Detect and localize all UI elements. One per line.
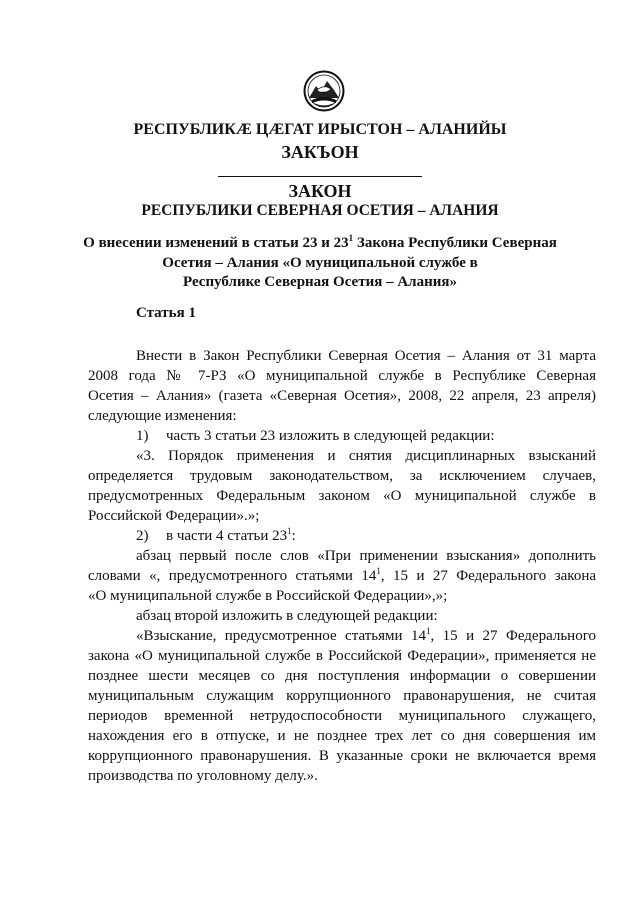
body-line: муниципальным служащим коррупционного правонарушения, не считая [88,688,596,704]
list-item-text: в части 4 статьи $23^1$: [166,526,296,544]
body-line: позднее шести месяцев со дня поступления информации о совершении [88,668,596,684]
body-line: следующие изменения: [88,408,237,424]
body-line: 2008 года № 7-РЗ «О муниципальной службе в Республике Северная [88,368,596,384]
body-line: Российской Федерации».»; [88,508,260,524]
list-item-number: 2) [136,528,149,544]
law-header: ЗАКОН [288,181,352,201]
body-line: словами «, предусмотренного статьями $14^1$, 15 и 27 Федерального закона [88,566,596,584]
body-line: закона «О муниципальной службе в Российской Федерации», применяется не [88,648,596,664]
body-line: нахождения его в отпуске, и не позднее трех лет со дня совершения им [88,728,596,744]
law-title-line-3: Республике Северная Осетия – Алания» [183,274,457,290]
body-line: «О муниципальной службе в Российской Федерации»,»; [88,588,448,604]
list-item-number: 1) [136,428,149,444]
republic-header-russian: РЕСПУБЛИКИ СЕВЕРНАЯ ОСЕТИЯ – АЛАНИЯ [141,202,499,219]
coat-of-arms-emblem [303,70,345,112]
body-line: абзац первый после слов «При применении взыскания» дополнить [136,548,596,564]
body-line: коррупционного правонарушения. В указанные сроки не включается время [88,748,596,764]
body-line: определяется трудовым законодательством, за исключением случаев, [88,468,596,484]
header-divider [218,176,422,177]
body-line: «3. Порядок применения и снятия дисциплинарных взысканий [136,448,596,464]
list-item-text: часть 3 статьи 23 изложить в следующей редакции: [166,428,495,444]
body-line: производства по уголовному делу.». [88,768,318,784]
body-line: абзац второй изложить в следующей редакции: [136,608,438,624]
body-line: периодов временной нетрудоспособности муниципального служащего, [88,708,596,724]
republic-header-ossetian: РЕСПУБЛИКÆ ЦÆГАТ ИРЫСТОН – АЛАНИЙЫ [133,121,507,138]
body-line: Внести в Закон Республики Северная Осетия – Алания от 31 марта [136,348,596,364]
article-heading: Статья 1 [136,305,196,321]
law-title [60,234,580,293]
law-title-line-2: Осетия – Алания «О муниципальной службе в [162,254,478,271]
body-line: Осетия – Алания» (газета «Северная Осетия», 2008, 22 апреля, 23 апреля) [88,388,596,404]
body-line: предусмотренных Федеральным законом «О муниципальной службе в [88,488,596,504]
law-title-line-1: О внесении изменений в статьи 23 и $23^1$ Закона Республики Северная [83,233,557,251]
law-header-ossetian: ЗАКЪОН [281,142,359,162]
body-line: «Взыскание, предусмотренное статьями $14^1$, 15 и 27 Федерального [136,626,596,644]
